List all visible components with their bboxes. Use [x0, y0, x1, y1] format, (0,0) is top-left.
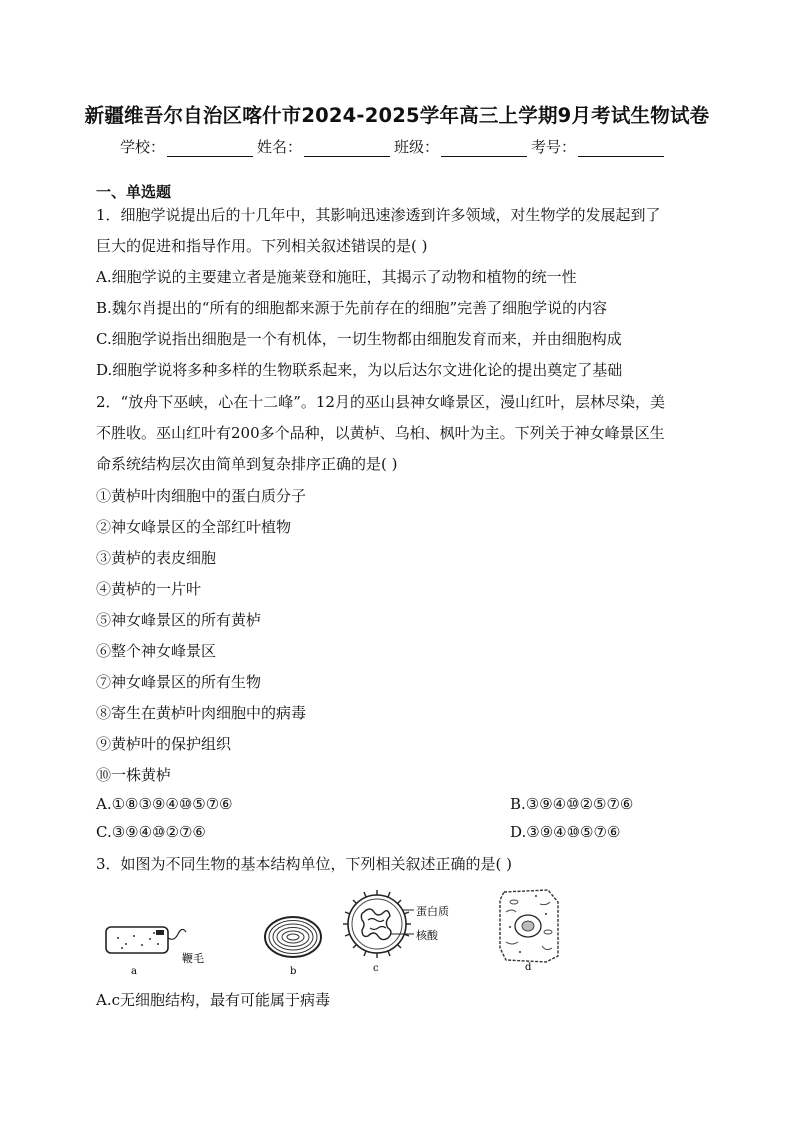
- q1-option-d: D.细胞学说将多种多样的生物联系起来，为以后达尔文进化论的提出奠定了基础: [96, 361, 623, 379]
- q1-option-b: B.魏尔肖提出的“所有的细胞都来源于先前存在的细胞”完善了细胞学说的内容: [96, 299, 608, 317]
- exam-number-blank[interactable]: [578, 140, 664, 157]
- figure-label-a: a: [131, 966, 137, 977]
- q2-stem-line2: 不胜收。巫山红叶有200多个品种，以黄栌、乌桕、枫叶为主。下列关于神女峰景区生: [96, 424, 665, 442]
- q1-stem-line2: 巨大的促进和指导作用。下列相关叙述错误的是( ): [96, 237, 428, 255]
- q2-item: ④黄栌的一片叶: [96, 580, 202, 598]
- q2-item: ⑥整个神女峰景区: [96, 642, 217, 660]
- figure-label-d: d: [525, 962, 532, 973]
- flagellum-label: 鞭毛: [182, 952, 204, 965]
- q2-item: ③黄栌的表皮细胞: [96, 549, 217, 567]
- school-label: 学校：: [120, 138, 166, 156]
- name-label: 姓名：: [257, 138, 303, 156]
- q2-option-c: C.③⑨④⑩②⑦⑥: [96, 823, 206, 841]
- virus-drawing: [343, 890, 414, 958]
- exam-number-label: 考号：: [531, 138, 577, 156]
- q1-option-a: A.细胞学说的主要建立者是施莱登和施旺，其揭示了动物和植物的统一性: [96, 268, 577, 286]
- q2-stem-line3: 命系统结构层次由简单到复杂排序正确的是( ): [96, 455, 398, 473]
- q2-item: ⑧寄生在黄栌叶肉细胞中的病毒: [96, 704, 307, 722]
- q1-stem-line1: 1．细胞学说提出后的十几年中，其影响迅速渗透到许多领域，对生物学的发展起到了: [96, 206, 661, 224]
- cell-b-drawing: [265, 917, 321, 957]
- q2-option-b: B.③⑨④⑩②⑤⑦⑥: [510, 795, 634, 813]
- nucleic-acid-label: 核酸: [416, 929, 438, 942]
- q2-item: ⑤神女峰景区的所有黄栌: [96, 611, 262, 629]
- q1-option-c: C.细胞学说指出细胞是一个有机体，一切生物都由细胞发育而来，并由细胞构成: [96, 330, 622, 348]
- exam-title: 新疆维吾尔自治区喀什市2024-2025学年高三上学期9月考试生物试卷: [84, 104, 710, 127]
- q3-stem-line1: 3．如图为不同生物的基本结构单位，下列相关叙述正确的是( ): [96, 855, 513, 873]
- q2-option-d: D.③⑨④⑩⑤⑦⑥: [510, 823, 621, 841]
- cell-structures-figure: [96, 882, 596, 982]
- protein-label: 蛋白质: [416, 905, 449, 918]
- class-label: 班级：: [394, 138, 440, 156]
- q2-stem-line1: 2．“放舟下巫峡，心在十二峰”。12月的巫山县神女峰景区，漫山红叶，层林尽染，美: [96, 393, 665, 411]
- q2-item: ⑦神女峰景区的所有生物: [96, 673, 262, 691]
- q3-option-a: A.c无细胞结构，最有可能属于病毒: [96, 991, 331, 1009]
- school-blank[interactable]: [167, 140, 253, 157]
- figure-label-c: c: [373, 963, 379, 974]
- bacterium-drawing: [106, 927, 186, 953]
- student-info-line: [120, 136, 680, 157]
- q2-option-a: A.①⑧③⑨④⑩⑤⑦⑥: [96, 795, 233, 813]
- class-blank[interactable]: [441, 140, 527, 157]
- q2-item: ⑨黄栌叶的保护组织: [96, 735, 232, 753]
- eukaryotic-cell-drawing: [500, 890, 558, 962]
- q2-item: ⑩一株黄栌: [96, 766, 172, 784]
- figure-label-b: b: [290, 966, 297, 977]
- q2-item: ①黄栌叶肉细胞中的蛋白质分子: [96, 487, 307, 505]
- q2-item: ②神女峰景区的全部红叶植物: [96, 518, 292, 536]
- section-heading: 一、单选题: [96, 183, 172, 201]
- name-blank[interactable]: [304, 140, 390, 157]
